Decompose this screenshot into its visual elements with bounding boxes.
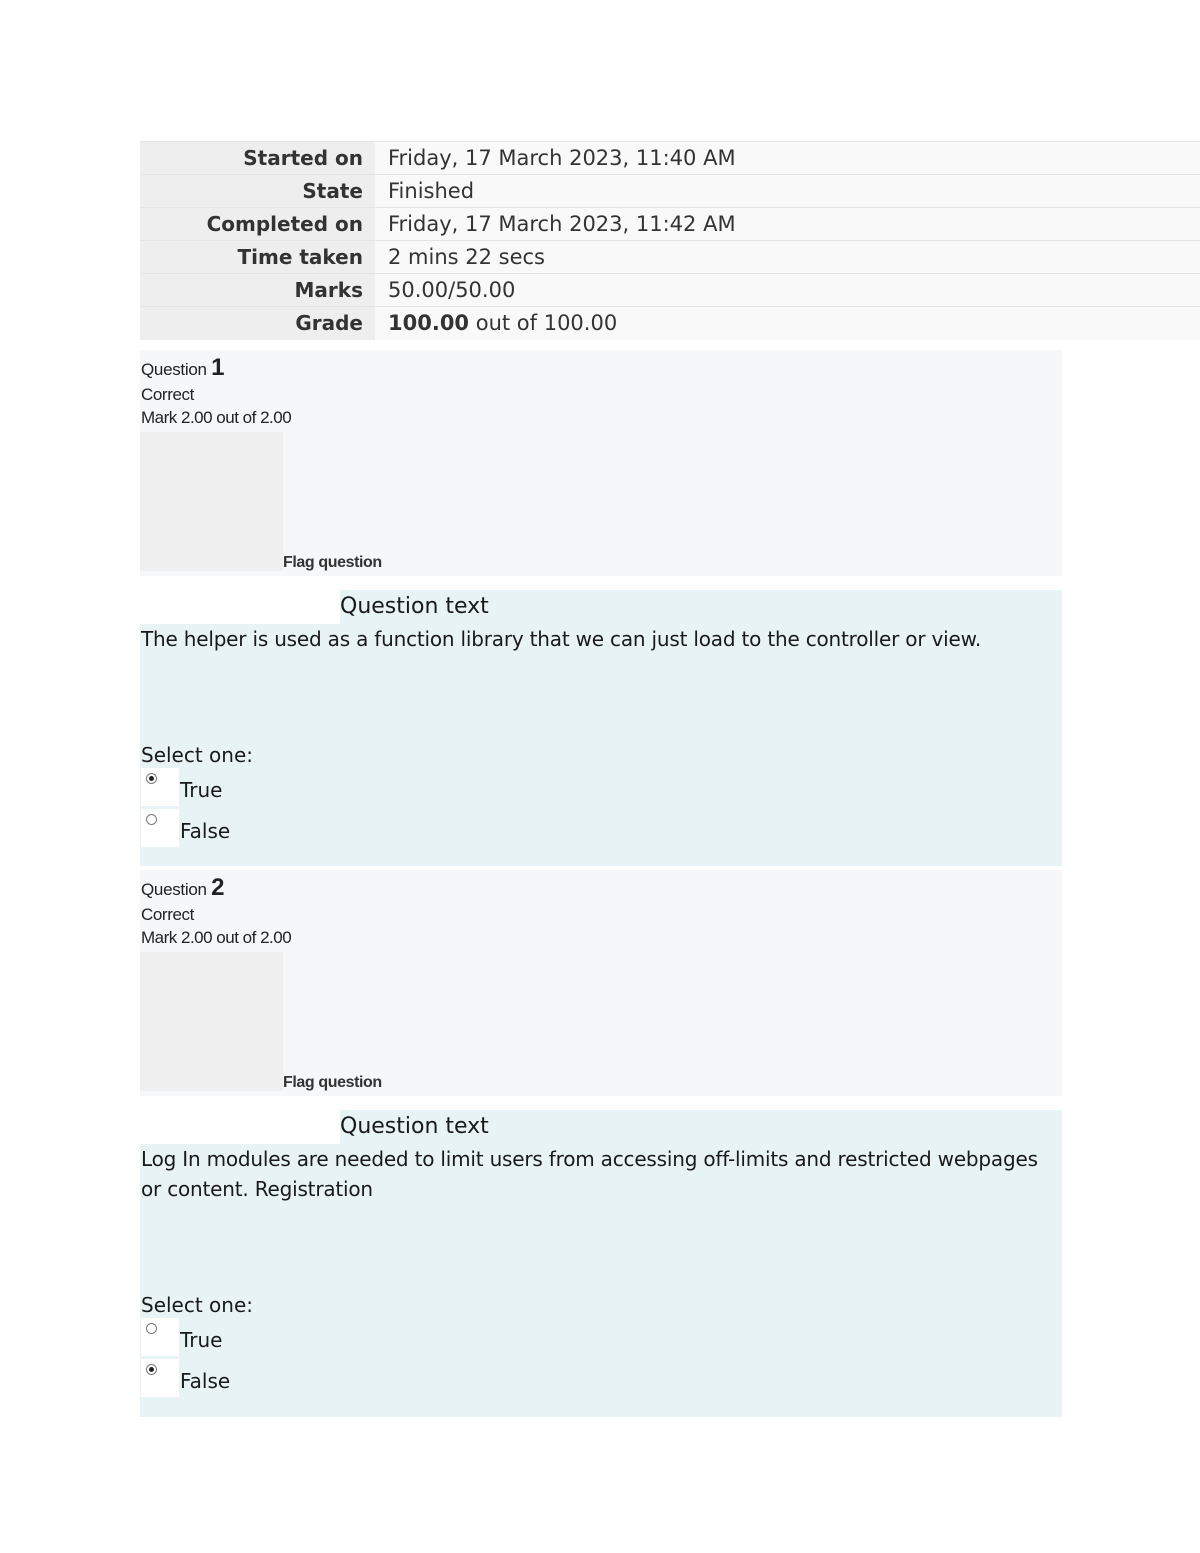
radio-checked-icon[interactable]	[146, 773, 157, 784]
summary-label: Started on	[140, 142, 375, 174]
answer-option-true[interactable]	[140, 1318, 340, 1358]
radio-container	[141, 768, 179, 806]
question-state: Correct	[141, 905, 194, 924]
radio-unchecked-icon[interactable]	[146, 1323, 157, 1334]
radio-container	[141, 809, 179, 847]
summary-row-time-taken	[140, 241, 1200, 274]
answer-option-label[interactable]: False	[180, 819, 231, 843]
summary-value: Finished	[375, 175, 1200, 207]
summary-row-marks	[140, 274, 1200, 307]
question-prefix: Question	[141, 880, 212, 899]
question-number-line	[141, 875, 224, 903]
summary-value: 50.00/50.00	[375, 274, 1200, 306]
question-text: The helper is used as a function library that we can just load to the controller or view.	[141, 627, 982, 651]
summary-row-state	[140, 175, 1200, 208]
grade-out-of: out of 100.00	[469, 311, 618, 335]
summary-label: State	[140, 175, 375, 207]
answer-option-false[interactable]	[140, 1359, 340, 1399]
attempt-summary-table	[140, 141, 1200, 340]
select-one-prompt: Select one:	[141, 743, 254, 767]
flag-icon[interactable]	[140, 432, 283, 571]
summary-value	[375, 307, 1200, 340]
grade-score: 100.00	[388, 311, 470, 335]
summary-label: Grade	[140, 307, 375, 340]
radio-container	[141, 1318, 179, 1356]
question-number: 2	[211, 874, 225, 901]
summary-row-grade	[140, 307, 1200, 340]
answer-option-label[interactable]: True	[180, 778, 223, 802]
summary-row-started	[140, 142, 1200, 175]
answer-option-label[interactable]: True	[180, 1328, 223, 1352]
answer-option-true[interactable]	[140, 768, 340, 808]
question-text-header: Question text	[340, 1114, 489, 1139]
select-one-prompt: Select one:	[141, 1293, 254, 1317]
summary-label: Time taken	[140, 241, 375, 273]
summary-row-completed	[140, 208, 1200, 241]
question-text: Log In modules are needed to limit users from accessing off-limits and restricted webpages or content. Registration	[141, 1147, 1038, 1201]
flag-question-link[interactable]: Flag question	[283, 1074, 382, 1091]
question-text-header: Question text	[340, 594, 489, 619]
question-info-2	[140, 870, 1062, 1096]
answer-option-label[interactable]: False	[180, 1369, 231, 1393]
header-spacer	[140, 1110, 340, 1144]
question-number-line	[141, 355, 224, 383]
summary-value: 2 mins 22 secs	[375, 241, 1200, 273]
flag-question-link[interactable]: Flag question	[283, 554, 382, 571]
summary-label: Marks	[140, 274, 375, 306]
summary-value: Friday, 17 March 2023, 11:42 AM	[375, 208, 1200, 240]
question-content-2	[140, 1110, 1062, 1417]
question-info-1	[140, 350, 1062, 576]
radio-unchecked-icon[interactable]	[146, 814, 157, 825]
question-prefix: Question	[141, 360, 212, 379]
flag-icon[interactable]	[140, 952, 283, 1091]
question-number: 1	[211, 354, 225, 381]
question-content-1	[140, 590, 1062, 866]
radio-checked-icon[interactable]	[146, 1364, 157, 1375]
header-spacer	[140, 590, 340, 624]
question-grade: Mark 2.00 out of 2.00	[141, 408, 292, 427]
question-state: Correct	[141, 385, 194, 404]
question-grade: Mark 2.00 out of 2.00	[141, 928, 292, 947]
answer-option-false[interactable]	[140, 809, 340, 849]
summary-label: Completed on	[140, 208, 375, 240]
radio-container	[141, 1359, 179, 1397]
summary-value: Friday, 17 March 2023, 11:40 AM	[375, 142, 1200, 174]
